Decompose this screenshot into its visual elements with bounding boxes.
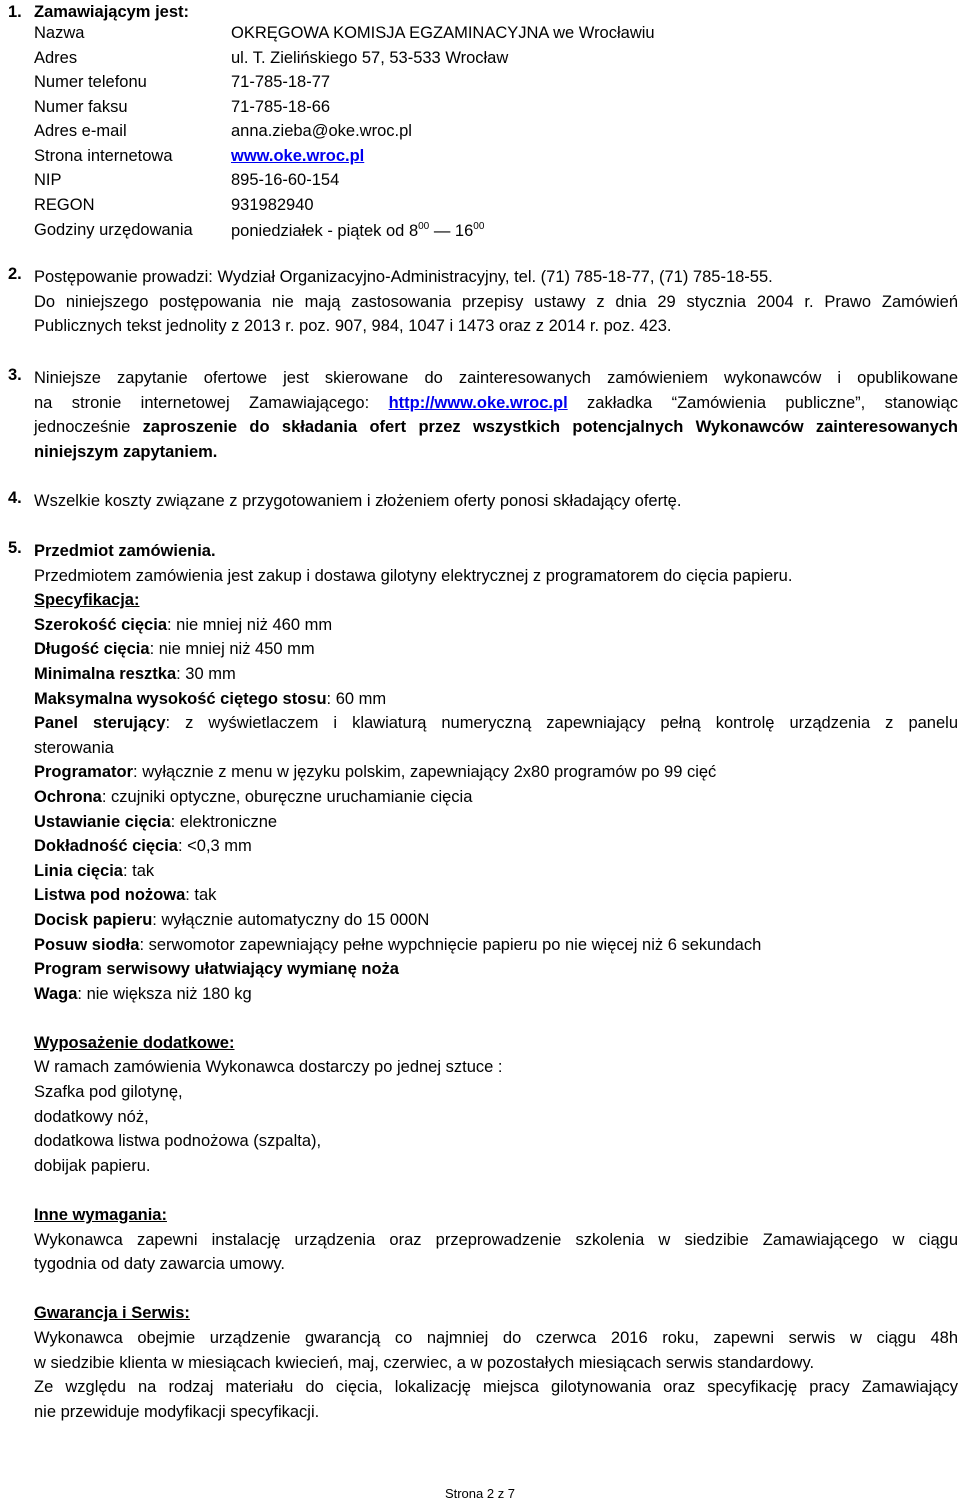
info-value: ul. T. Zielińskiego 57, 53-533 Wrocław bbox=[231, 49, 509, 67]
spec-item bbox=[34, 859, 958, 884]
spec-item bbox=[34, 637, 958, 662]
section-2-text bbox=[34, 265, 958, 339]
section-5-title: Przedmiot zamówienia. bbox=[34, 542, 216, 560]
spec-item-continued: sterowania bbox=[34, 738, 114, 757]
info-row-name bbox=[34, 24, 934, 48]
spec-value: : tak bbox=[185, 886, 217, 905]
info-row-regon bbox=[34, 196, 934, 220]
warranty-line: Ze względu na rodzaj materiału do cięcia, lokalizację miejsca gilotynowania oraz specyfikację pracy Zamawiający bbox=[34, 1378, 958, 1397]
other-requirements-heading: Inne wymagania: bbox=[34, 1206, 167, 1225]
spec-key: Ochrona bbox=[34, 787, 102, 806]
info-label: Nazwa bbox=[34, 24, 85, 42]
spec-item bbox=[34, 933, 958, 958]
info-row-nip bbox=[34, 171, 934, 195]
info-label: Godziny urzędowania bbox=[34, 221, 193, 239]
section-2-number: 2. bbox=[8, 265, 22, 283]
spec-key: Panel sterujący bbox=[34, 714, 166, 733]
spec-item bbox=[34, 760, 958, 785]
section-5-text bbox=[34, 539, 958, 1424]
info-value: OKRĘGOWA KOMISJA EGZAMINACYJNA we Wrocławiu bbox=[231, 24, 655, 42]
spec-value: : z wyświetlaczem i klawiaturą numeryczną zapewniający pełną kontrolę urządzenia z panelu bbox=[165, 714, 958, 733]
other-requirements-line: Wykonawca zapewni instalację urządzenia oraz przeprowadzenie szkolenia w siedzibie Zamawiającego w ciągu bbox=[34, 1230, 958, 1249]
section-2-line: Do niniejszego postępowania nie mają zastosowania przepisy ustawy z dnia 29 stycznia 2004 r. Prawo Zamówień bbox=[34, 292, 958, 311]
equipment-heading: Wyposażenie dodatkowe: bbox=[34, 1033, 235, 1052]
spec-key: Minimalna resztka bbox=[34, 664, 177, 683]
info-row-email bbox=[34, 122, 934, 146]
spec-heading: Specyfikacja: bbox=[34, 591, 140, 610]
spec-value: : serwomotor zapewniający pełne wypchnięcie papieru po nie więcej niż 6 sekundach bbox=[139, 935, 762, 954]
spec-item bbox=[34, 957, 958, 982]
spec-value: : czujniki optyczne, oburęczne uruchamianie cięcia bbox=[101, 787, 473, 806]
section-3-text-pre: na stronie internetowej Zamawiającego: bbox=[34, 393, 389, 412]
warranty-line: nie przewiduje modyfikacji specyfikacji. bbox=[34, 1402, 320, 1421]
spec-item bbox=[34, 785, 958, 810]
spacer bbox=[34, 1277, 958, 1302]
spec-value: : nie większa niż 180 kg bbox=[77, 984, 252, 1003]
hours-sup-start: 00 bbox=[418, 221, 430, 232]
section-1-title: Zamawiającym jest: bbox=[34, 3, 189, 21]
equipment-item: dodatkowy nóż, bbox=[34, 1107, 149, 1126]
section-2-line: Publicznych tekst jednolity z 2013 r. poz. 907, 984, 1047 i 1473 oraz z 2014 r. poz. 423. bbox=[34, 317, 672, 336]
equipment-item: dobijak papieru. bbox=[34, 1156, 151, 1175]
warranty-line: w siedzibie klienta w miesiącach kwiecień, maj, czerwiec, a w pozostałych miesiącach serwis standardowy. bbox=[34, 1353, 815, 1372]
hours-sup-end: 00 bbox=[473, 221, 485, 232]
equipment-intro: W ramach zamówienia Wykonawca dostarczy po jednej sztuce : bbox=[34, 1058, 503, 1077]
spec-key: Dokładność cięcia bbox=[34, 837, 178, 856]
spec-value: : wyłącznie z menu w języku polskim, zapewniający 2x80 programów po 99 cięć bbox=[133, 763, 717, 782]
info-label: Numer faksu bbox=[34, 98, 128, 116]
info-row-fax bbox=[34, 98, 934, 122]
info-row-phone bbox=[34, 73, 934, 97]
section-4-line: Wszelkie koszty związane z przygotowaniem i złożeniem oferty ponosi składający ofertę. bbox=[34, 492, 682, 510]
spec-item bbox=[34, 982, 958, 1007]
section-3-line bbox=[34, 415, 958, 440]
section-4-text bbox=[34, 489, 958, 514]
info-label: Adres e-mail bbox=[34, 122, 127, 140]
invitation-text: zaproszenie do składania ofert przez wszystkich potencjalnych Wykonawców zainteresowanych bbox=[142, 418, 959, 437]
warranty-heading: Gwarancja i Serwis: bbox=[34, 1304, 190, 1323]
spec-key: Program serwisowy ułatwiający wymianę noża bbox=[34, 960, 399, 979]
spec-value: : nie mniej niż 460 mm bbox=[167, 615, 333, 634]
section-2-line: Postępowanie prowadzi: Wydział Organizacyjno-Administracyjny, tel. (71) 785-18-77, (71) 785-18-55. bbox=[34, 268, 773, 286]
spec-value: : tak bbox=[122, 861, 155, 880]
info-value: 895-16-60-154 bbox=[231, 171, 340, 189]
spec-key: Posuw siodła bbox=[34, 935, 140, 954]
info-value: 931982940 bbox=[231, 196, 314, 214]
spec-key: Maksymalna wysokość ciętego stosu bbox=[34, 689, 327, 708]
spec-item bbox=[34, 810, 958, 835]
spacer bbox=[34, 1178, 958, 1203]
section-5-number: 5. bbox=[8, 539, 22, 557]
spec-item bbox=[34, 834, 958, 859]
info-label: NIP bbox=[34, 171, 62, 189]
section-1-number: 1. bbox=[8, 3, 22, 21]
spec-item bbox=[34, 662, 958, 687]
spec-value: : <0,3 mm bbox=[177, 837, 252, 856]
spec-key: Programator bbox=[34, 763, 134, 782]
info-label: Strona internetowa bbox=[34, 147, 173, 165]
warranty-line: Wykonawca obejmie urządzenie gwarancją co najmniej do czerwca 2016 roku, zapewni serwis w ciągu 48h bbox=[34, 1329, 958, 1347]
spacer bbox=[34, 1006, 958, 1031]
spec-item bbox=[34, 687, 958, 712]
equipment-item: dodatkowa listwa podnożowa (szpalta), bbox=[34, 1132, 322, 1151]
spec-key: Docisk papieru bbox=[34, 910, 153, 929]
spec-item bbox=[34, 908, 958, 933]
info-label: Adres bbox=[34, 49, 78, 67]
section-1-heading bbox=[8, 3, 189, 22]
hours-prefix: poniedziałek - piątek od 8 bbox=[231, 222, 419, 240]
spec-item bbox=[34, 711, 958, 736]
section-3-line bbox=[34, 391, 958, 416]
spec-key: Waga bbox=[34, 984, 78, 1003]
equipment-item: Szafka pod gilotynę, bbox=[34, 1083, 183, 1102]
section-3-text-pre: jednocześnie bbox=[34, 418, 143, 437]
spec-value: : wyłącznie automatyczny do 15 000N bbox=[152, 910, 430, 929]
info-value bbox=[231, 221, 484, 241]
info-value: 71-785-18-77 bbox=[231, 73, 331, 91]
spec-value: : elektroniczne bbox=[170, 812, 278, 831]
zamawiajacy-website-link[interactable]: http://www.oke.wroc.pl bbox=[388, 393, 568, 412]
section-3-line: niniejszym zapytaniem. bbox=[34, 442, 218, 461]
page-footer: Strona 2 z 7 bbox=[444, 1486, 516, 1501]
spec-value: : 30 mm bbox=[176, 664, 236, 683]
spec-value: : nie mniej niż 450 mm bbox=[149, 640, 315, 659]
info-value: 71-785-18-66 bbox=[231, 98, 331, 116]
spec-key: Linia cięcia bbox=[34, 861, 123, 880]
spec-key: Szerokość cięcia bbox=[34, 615, 167, 634]
spec-key: Listwa pod nożowa bbox=[34, 886, 186, 905]
section-4-number: 4. bbox=[8, 489, 22, 507]
info-row-hours bbox=[34, 221, 934, 245]
website-link[interactable]: www.oke.wroc.pl bbox=[231, 147, 365, 165]
section-5-intro: Przedmiotem zamówienia jest zakup i dostawa gilotyny elektrycznej z programatorem do cięcia papieru. bbox=[34, 566, 793, 585]
info-row-address bbox=[34, 49, 934, 73]
section-3-number: 3. bbox=[8, 366, 22, 384]
spec-item bbox=[34, 883, 958, 908]
info-value: anna.zieba@oke.wroc.pl bbox=[231, 122, 412, 140]
info-label: Numer telefonu bbox=[34, 73, 147, 91]
info-label: REGON bbox=[34, 196, 95, 214]
hours-dash: — 16 bbox=[429, 222, 474, 240]
section-3-line: Niniejsze zapytanie ofertowe jest skierowane do zainteresowanych zamówieniem wykonawców i opublikowane bbox=[34, 369, 958, 387]
section-3-text-post: zakładka “Zamówienia publiczne”, stanowiąc bbox=[567, 393, 958, 412]
spec-key: Długość cięcia bbox=[34, 640, 150, 659]
spec-item bbox=[34, 613, 958, 638]
spec-value: : 60 mm bbox=[326, 689, 387, 708]
spec-key: Ustawianie cięcia bbox=[34, 812, 171, 831]
other-requirements-line: tygodnia od daty zawarcia umowy. bbox=[34, 1255, 285, 1274]
section-3-text bbox=[34, 366, 958, 464]
info-row-website bbox=[34, 147, 934, 171]
